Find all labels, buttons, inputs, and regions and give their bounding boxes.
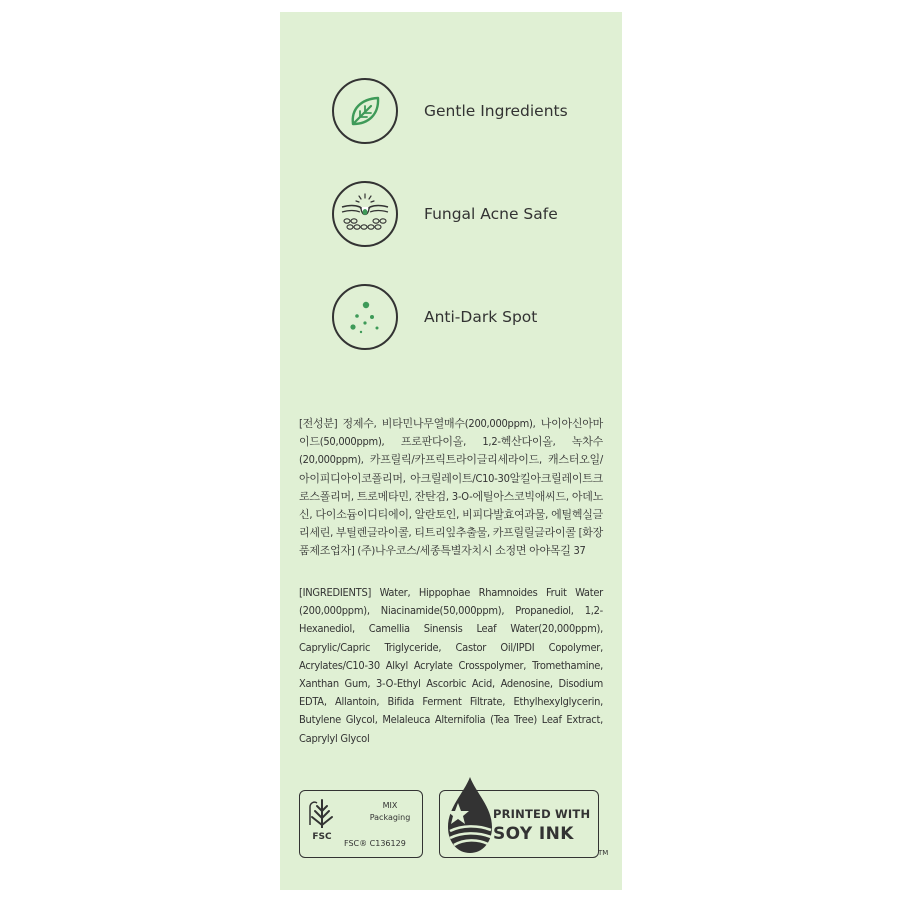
package-panel: [280, 12, 622, 890]
soy-ink-badge: [439, 790, 609, 858]
fsc-mix: [358, 800, 422, 824]
dark-spot-icon: [332, 284, 398, 350]
soy-trademark: TM: [598, 849, 609, 857]
ingredients-korean: [전성분] 정제수, 비타민나무열매수(200,000ppm), 나이아신아마이드(50,000ppm), 프로판다이올, 1,2-헥산다이올, 녹차수(20,000ppm), 카프릴릭/카프릭트라이글리세라이드, 캐스터오일/아이피디아이코폴리머, 아크릴레이트/C10-30알킬아크릴레이트크로스폴리머, 트로메타민, 잔탄검, 3-O-에틸아스코빅애씨드, 아데노신, 다이소듐이디티에이, 알란토인, 비피다발효여과물, 에틸헥실글리세린, 부틸렌글라이콜, 티트리잎추출물, 카프릴릴글라이콜 [화장품제조업자] (주)나우코스/세종특별자치시 소정면 아야목길 37: [299, 417, 604, 558]
feature-fungal-acne-safe: [332, 181, 558, 247]
feature-anti-dark-spot: [332, 284, 537, 350]
fsc-code: FSC® C136129: [344, 839, 406, 848]
fsc-tree-icon: [306, 797, 340, 847]
soy-line2: SOY INK: [493, 824, 574, 844]
feature-label: Gentle Ingredients: [424, 102, 568, 120]
soy-line1: PRINTED WITH: [493, 807, 591, 821]
fsc-mix-title: MIX: [382, 801, 398, 810]
fsc-badge: [299, 790, 423, 858]
feature-label: Fungal Acne Safe: [424, 205, 558, 223]
soy-drop-icon: [442, 775, 496, 865]
fsc-mix-packaging: Packaging: [369, 813, 411, 822]
leaf-icon: [332, 78, 398, 144]
fsc-logo-text: FSC: [312, 832, 332, 842]
feature-label: Anti-Dark Spot: [424, 308, 538, 326]
feature-gentle-ingredients: [332, 78, 568, 144]
skin-pore-icon: [332, 181, 398, 247]
ingredients-english: [INGREDIENTS] Water, Hippophae Rhamnoides Fruit Water (200,000ppm), Niacinamide(50,000ppm), Propanediol, 1,2-Hexanediol, Camellia Sinensis Leaf Water(20,000ppm), Caprylic/Capric Triglyceride, Castor Oil/IPDI Copolymer, Acrylates/C10-30 Alkyl Acrylate Crosspolymer, Tromethamine, Xanthan Gum, 3-O-Ethyl Ascorbic Acid, Adenosine, Disodium EDTA, Allantoin, Bifida Ferment Filtrate, Ethylhexylglycerin, Butylene Glycol, Melaleuca Alternifolia (Tea Tree) Leaf Extract, Caprylyl Glycol: [299, 586, 603, 745]
